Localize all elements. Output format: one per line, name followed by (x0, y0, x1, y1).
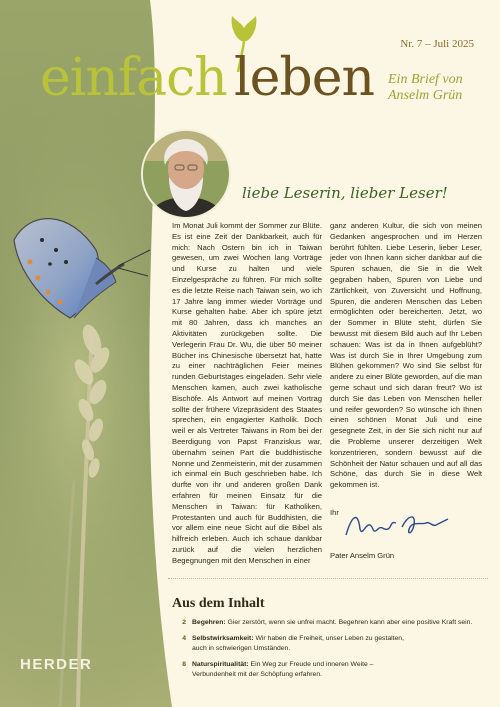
publisher-logo: HERDER (20, 656, 93, 673)
signature-name: Pater Anselm Grün (330, 551, 395, 560)
masthead-leben: leben (234, 48, 374, 108)
letter-column-1: Im Monat Juli kommt der Sommer zur Blüte. Es ist eine Zeit der Dankbarkeit, auch für mich: Nach Ostern bin ich in Taiwan gewesen, um zwei Wochen lang Vorträge und Kurse zu halten und viele Einzelgespräche zu führen. Für mich sollte es die letzte Reise nach Taiwan sein, wo ich 17 Jahre lang immer wieder Vorträge und Kurse gehalten habe. Aber ich spüre jetzt mit 80 Jahren, dass ich manches an Aktivitäten zurückgeben sollte. Die Verlegerin Frau Dr. Wu, die über 50 meiner Bücher ins Chinesische übersetzt hat, hatte zu einer nachträglichen Feier meines runden Geburtstages eingeladen. Sehr viele Menschen kamen, auch zwei katholische Bischöfe. Als Antwort auf meinen Vortrag sollte der frühere Vizepräsident des Staates sprechen, ein engagierter Katholik. Doch weil er als Vertreter Taiwans in Rom bei der Beerdigung von Papst Franziskus war, übernahm seinen Part die buddhistische Nonne und Zenmeisterin, mit der zusammen ich einmal ein Buch geschrieben habe. Ich durfte von ihr und anderen großen Dank erfahren für meinen Einsatz für die Menschen in Taiwan: für Katholiken, Protestanten und auch für Buddhisten, die vor allem eine neue Sicht auf die Bibel als hilfreich erleben. Auch ich schaue dankbar zurück auf die vielen herzlichen Begegnungen mit den Menschen in einer (172, 221, 322, 565)
closing-word: Ihr (330, 508, 339, 517)
contents-item (172, 660, 492, 680)
contents-title: Aus dem Inhalt (172, 596, 265, 611)
contents-topic: Selbstwirksamkeit: (192, 635, 254, 642)
contents-item (172, 618, 492, 628)
letter-column-2: ganz anderen Kultur, die sich von meinen Gedanken angesprochen und im Herzen berührt fühlten. Liebe Leserin, lieber Leser, jeder von Ihnen kann sicher dankbar auf die Spuren schauen, die Sie in die Welt gegraben haben, Spuren von Liebe und Zärtlichkeit, von Zuversicht und Hoffnung, Spuren, die anderen Menschen das Leben ermöglichten oder bereicherten. Jetzt, wo der Sommer in Blüte steht, dürfen Sie bewusst mit diesem Bild auch auf Ihr Leben schauen: Was ist da in Ihnen aufgeblüht? Was ist durch Sie in Ihrer Umgebung zum Blühen gekommen? Wo sind Sie selbst für andere zu einer Blüte geworden, auf die man gerne schaut und sich daran freut? Wo ist durch Sie das Leben von Menschen heller und reifer geworden? So wünsche ich Ihnen einen schönen Monat Juli und eine gesegnete Zeit, in der Sie sich nicht nur auf die Probleme unserer derzeitigen Welt konzentrieren, sondern bewusst auf die Schönheit der Natur schauen und auf all das Schöne, das durch Sie in diese Welt gekommen ist. (330, 221, 482, 490)
contents-topic: Naturspiritualität: (192, 661, 249, 668)
contents-text: Ein Weg zur Freude und inneren Weite – (250, 661, 374, 668)
contents-text: Gier zerstört, wenn sie unfrei macht. Begehren kann aber eine positive Kraft sein. (227, 619, 473, 626)
subtitle-line-2: Anselm Grün (388, 88, 463, 103)
contents-text-continued: auch in schwierigen Umständen. (192, 645, 291, 652)
masthead-einfach: einfach (40, 48, 227, 108)
contents-text: Wir haben die Freiheit, unser Leben zu gestalten, (255, 635, 404, 642)
issue-number: Nr. 7 – Juli 2025 (400, 38, 474, 50)
masthead-subtitle (388, 72, 463, 104)
section-divider (168, 578, 488, 579)
contents-page-number: 8 (182, 661, 186, 668)
contents-page-number: 2 (182, 619, 186, 626)
greeting: liebe Leserin, lieber Leser! (242, 184, 448, 202)
contents-item (172, 634, 492, 654)
contents-text-continued: Verbundenheit mit der Schöpfung erfahren. (192, 671, 322, 678)
handwritten-signature (340, 505, 450, 545)
contents-page-number: 4 (182, 635, 186, 642)
contents-topic: Begehren: (192, 619, 226, 626)
subtitle-line-1: Ein Brief von (388, 72, 463, 87)
author-portrait (141, 129, 231, 219)
